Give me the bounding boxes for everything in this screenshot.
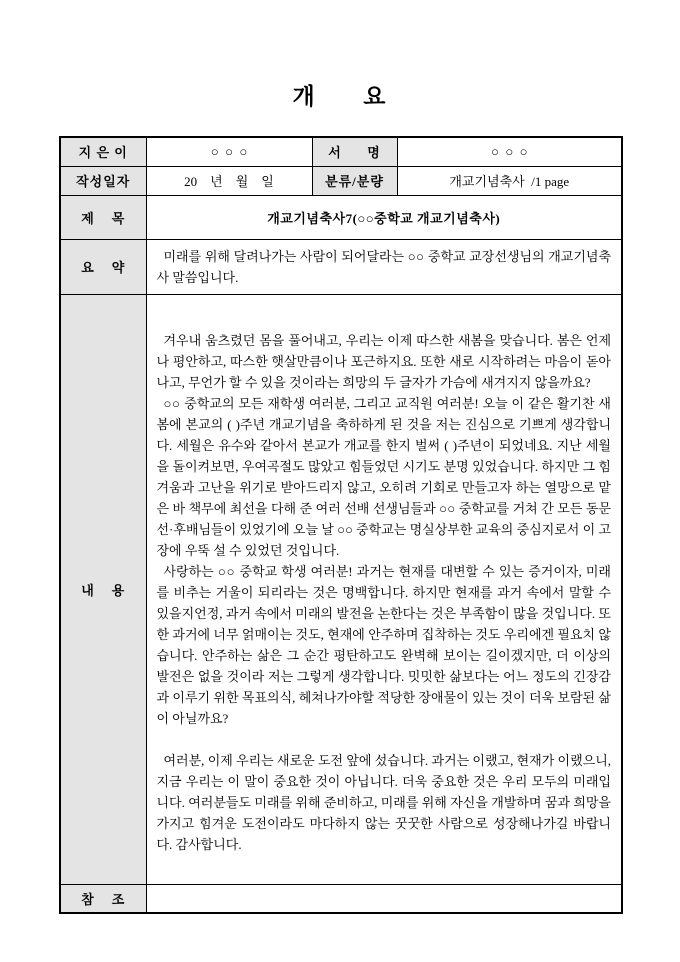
summary-table: [59, 136, 623, 914]
reference-label-cell: 참 조: [60, 884, 146, 913]
book-title-label-cell: 서 명: [312, 137, 397, 166]
title-label-cell: 제 목: [60, 195, 146, 239]
date-value-cell: 20 년 월 일: [146, 166, 312, 195]
page-title: 개 요: [292, 84, 388, 109]
author-label-cell: 지 은 이: [60, 137, 146, 166]
content-paragraph: ○○ 중학교의 모든 재학생 여러분, 그리고 교직원 여러분! 오늘 이 같은 활기찬 새봄에 본교의 ( )주년 개교기념을 축하하게 된 것을 저는 진심으로 기쁘게 생각합니다. 세월은 유수와 같아서 본교가 개교를 한지 벌써 ( )주년이 되었네요. 지난 세월을 돌이켜보면, 우여곡절도 많았고 힘들었던 시기도 분명 있었습니다. 하지만 그 힘겨움과 고난을 위기로 받아드리지 않고, 오히려 기회로 만들고자 하는 열망으로 맡은 바 책무에 최선을 다해 준 여러 선배 선생님들과 ○○ 중학교를 거쳐 간 모든 동문 선·후배님들이 있었기에 오늘 날 ○○ 중학교는 명실상부한 교육의 중심지로서 이 고장에 우뚝 설 수 있었던 것입니다.: [156, 395, 611, 558]
content-paragraph: 사랑하는 ○○ 중학교 학생 여러분! 과거는 현재를 대변할 수 있는 증거이자, 미래를 비추는 거울이 되리라는 것은 명백합니다. 하지만 현재를 과거 속에서 말할 수 있을지언정, 과거 속에서 미래의 발전을 논한다는 것은 부족함이 많을 것입니다. 또한 과거에 너무 얽매이는 것도, 현재에 안주하며 집착하는 것도 우리에겐 필요치 않습니다. 안주하는 삶은 그 순간 평탄하고도 완벽해 보이는 길이겠지만, 더 이상의 발전은 없을 것이라 저는 그렇게 생각합니다. 밋밋한 삶보다는 어느 정도의 긴장감과 이루기 위한 목표의식, 헤쳐나가야할 적당한 장애물이 있는 것이 더욱 보람된 삶이 아닐까요?: [156, 563, 611, 726]
table-row: [60, 195, 622, 239]
summary-text: 미래를 위해 달려나가는 사람이 되어달라는 ○○ 중학교 교장선생님의 개교기념축사 말씀입니다.: [156, 248, 611, 285]
content-cell: [146, 294, 622, 884]
classification-value-cell: 개교기념축사 /1 page: [397, 166, 622, 195]
classification-label-cell: 분류/분량: [312, 166, 397, 195]
reference-value-cell: [146, 884, 622, 913]
content-paragraph: 여러분, 이제 우리는 새로운 도전 앞에 섰습니다. 과거는 이랬고, 현재가 이랬으니, 지금 우리는 이 말이 중요한 것이 아닙니다. 더욱 중요한 것은 우리 모두의 미래입니다. 여러분들도 미래를 위해 준비하고, 미래를 위해 자신을 개발하며 꿈과 희망을 가지고 힘겨운 도전이라도 마다하지 않는 꿋꿋한 사람으로 성장해나가길 바랍니다. 감사합니다.: [156, 752, 611, 852]
table-row: [60, 239, 622, 294]
content-paragraph: 겨우내 움츠렸던 몸을 풀어내고, 우리는 이제 따스한 새봄을 맞습니다. 봄은 언제나 평안하고, 따스한 햇살만큼이나 포근하지요. 또한 새로 시작하려는 마음이 돋아나고, 무언가 할 수 있을 것이라는 희망의 두 글자가 가슴에 새겨지지 않을까요?: [156, 332, 611, 390]
summary-label-cell: 요 약: [60, 239, 146, 294]
table-row: [60, 137, 622, 166]
table-row: [60, 294, 622, 884]
table-row: [60, 884, 622, 913]
summary-value-cell: [146, 239, 622, 294]
table-row: [60, 166, 622, 195]
author-value-cell: ○ ○ ○: [146, 137, 312, 166]
book-title-value-cell: ○ ○ ○: [397, 137, 622, 166]
date-label-cell: 작성일자: [60, 166, 146, 195]
content-label-cell: 내 용: [60, 294, 146, 884]
title-value-cell: 개교기념축사7(○○중학교 개교기념축사): [146, 195, 622, 239]
